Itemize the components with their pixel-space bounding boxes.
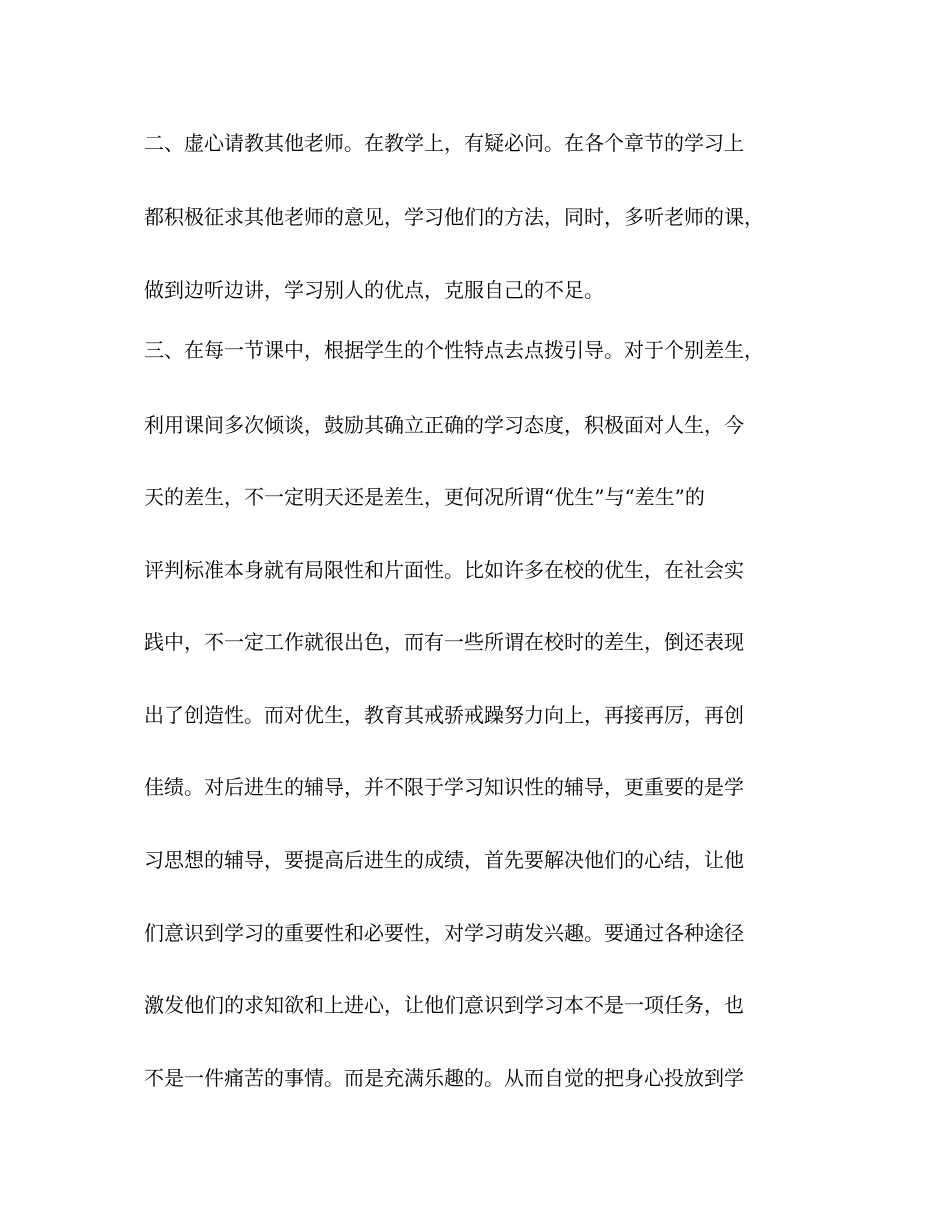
paragraph-line: 出了创造性。而对优生，教育其戒骄戒躁努力向上，再接再厉，再创 xyxy=(144,703,744,727)
paragraph-line: 三、在每一节课中，根据学生的个性特点去点拨引导。对于个别差生， xyxy=(144,338,764,362)
paragraph-line: 做到边听边讲，学习别人的优点，克服自己的不足。 xyxy=(144,278,604,302)
paragraph-line: 激发他们的求知欲和上进心，让他们意识到学习本不是一项任务，也 xyxy=(144,993,744,1017)
paragraph-line: 二、虚心请教其他老师。在教学上，有疑必问。在各个章节的学习上 xyxy=(144,131,744,155)
paragraph-line: 评判标准本身就有局限性和片面性。比如许多在校的优生，在社会实 xyxy=(144,558,744,582)
paragraph-line: 习思想的辅导，要提高后进生的成绩，首先要解决他们的心结，让他 xyxy=(144,848,744,872)
paragraph-line: 都积极征求其他老师的意见，学习他们的方法，同时，多听老师的课， xyxy=(144,205,764,229)
paragraph-line: 们意识到学习的重要性和必要性，对学习萌发兴趣。要通过各种途径 xyxy=(144,921,744,945)
paragraph-line: 佳绩。对后进生的辅导，并不限于学习知识性的辅导，更重要的是学 xyxy=(144,775,744,799)
paragraph-line: 不是一件痛苦的事情。而是充满乐趣的。从而自觉的把身心投放到学 xyxy=(144,1066,744,1090)
paragraph-line: 利用课间多次倾谈，鼓励其确立正确的学习态度，积极面对人生，今 xyxy=(144,413,744,437)
paragraph-line: 天的差生，不一定明天还是差生，更何况所谓“优生”与“差生”的 xyxy=(144,485,705,509)
paragraph-line: 践中，不一定工作就很出色，而有一些所谓在校时的差生，倒还表现 xyxy=(144,630,744,654)
